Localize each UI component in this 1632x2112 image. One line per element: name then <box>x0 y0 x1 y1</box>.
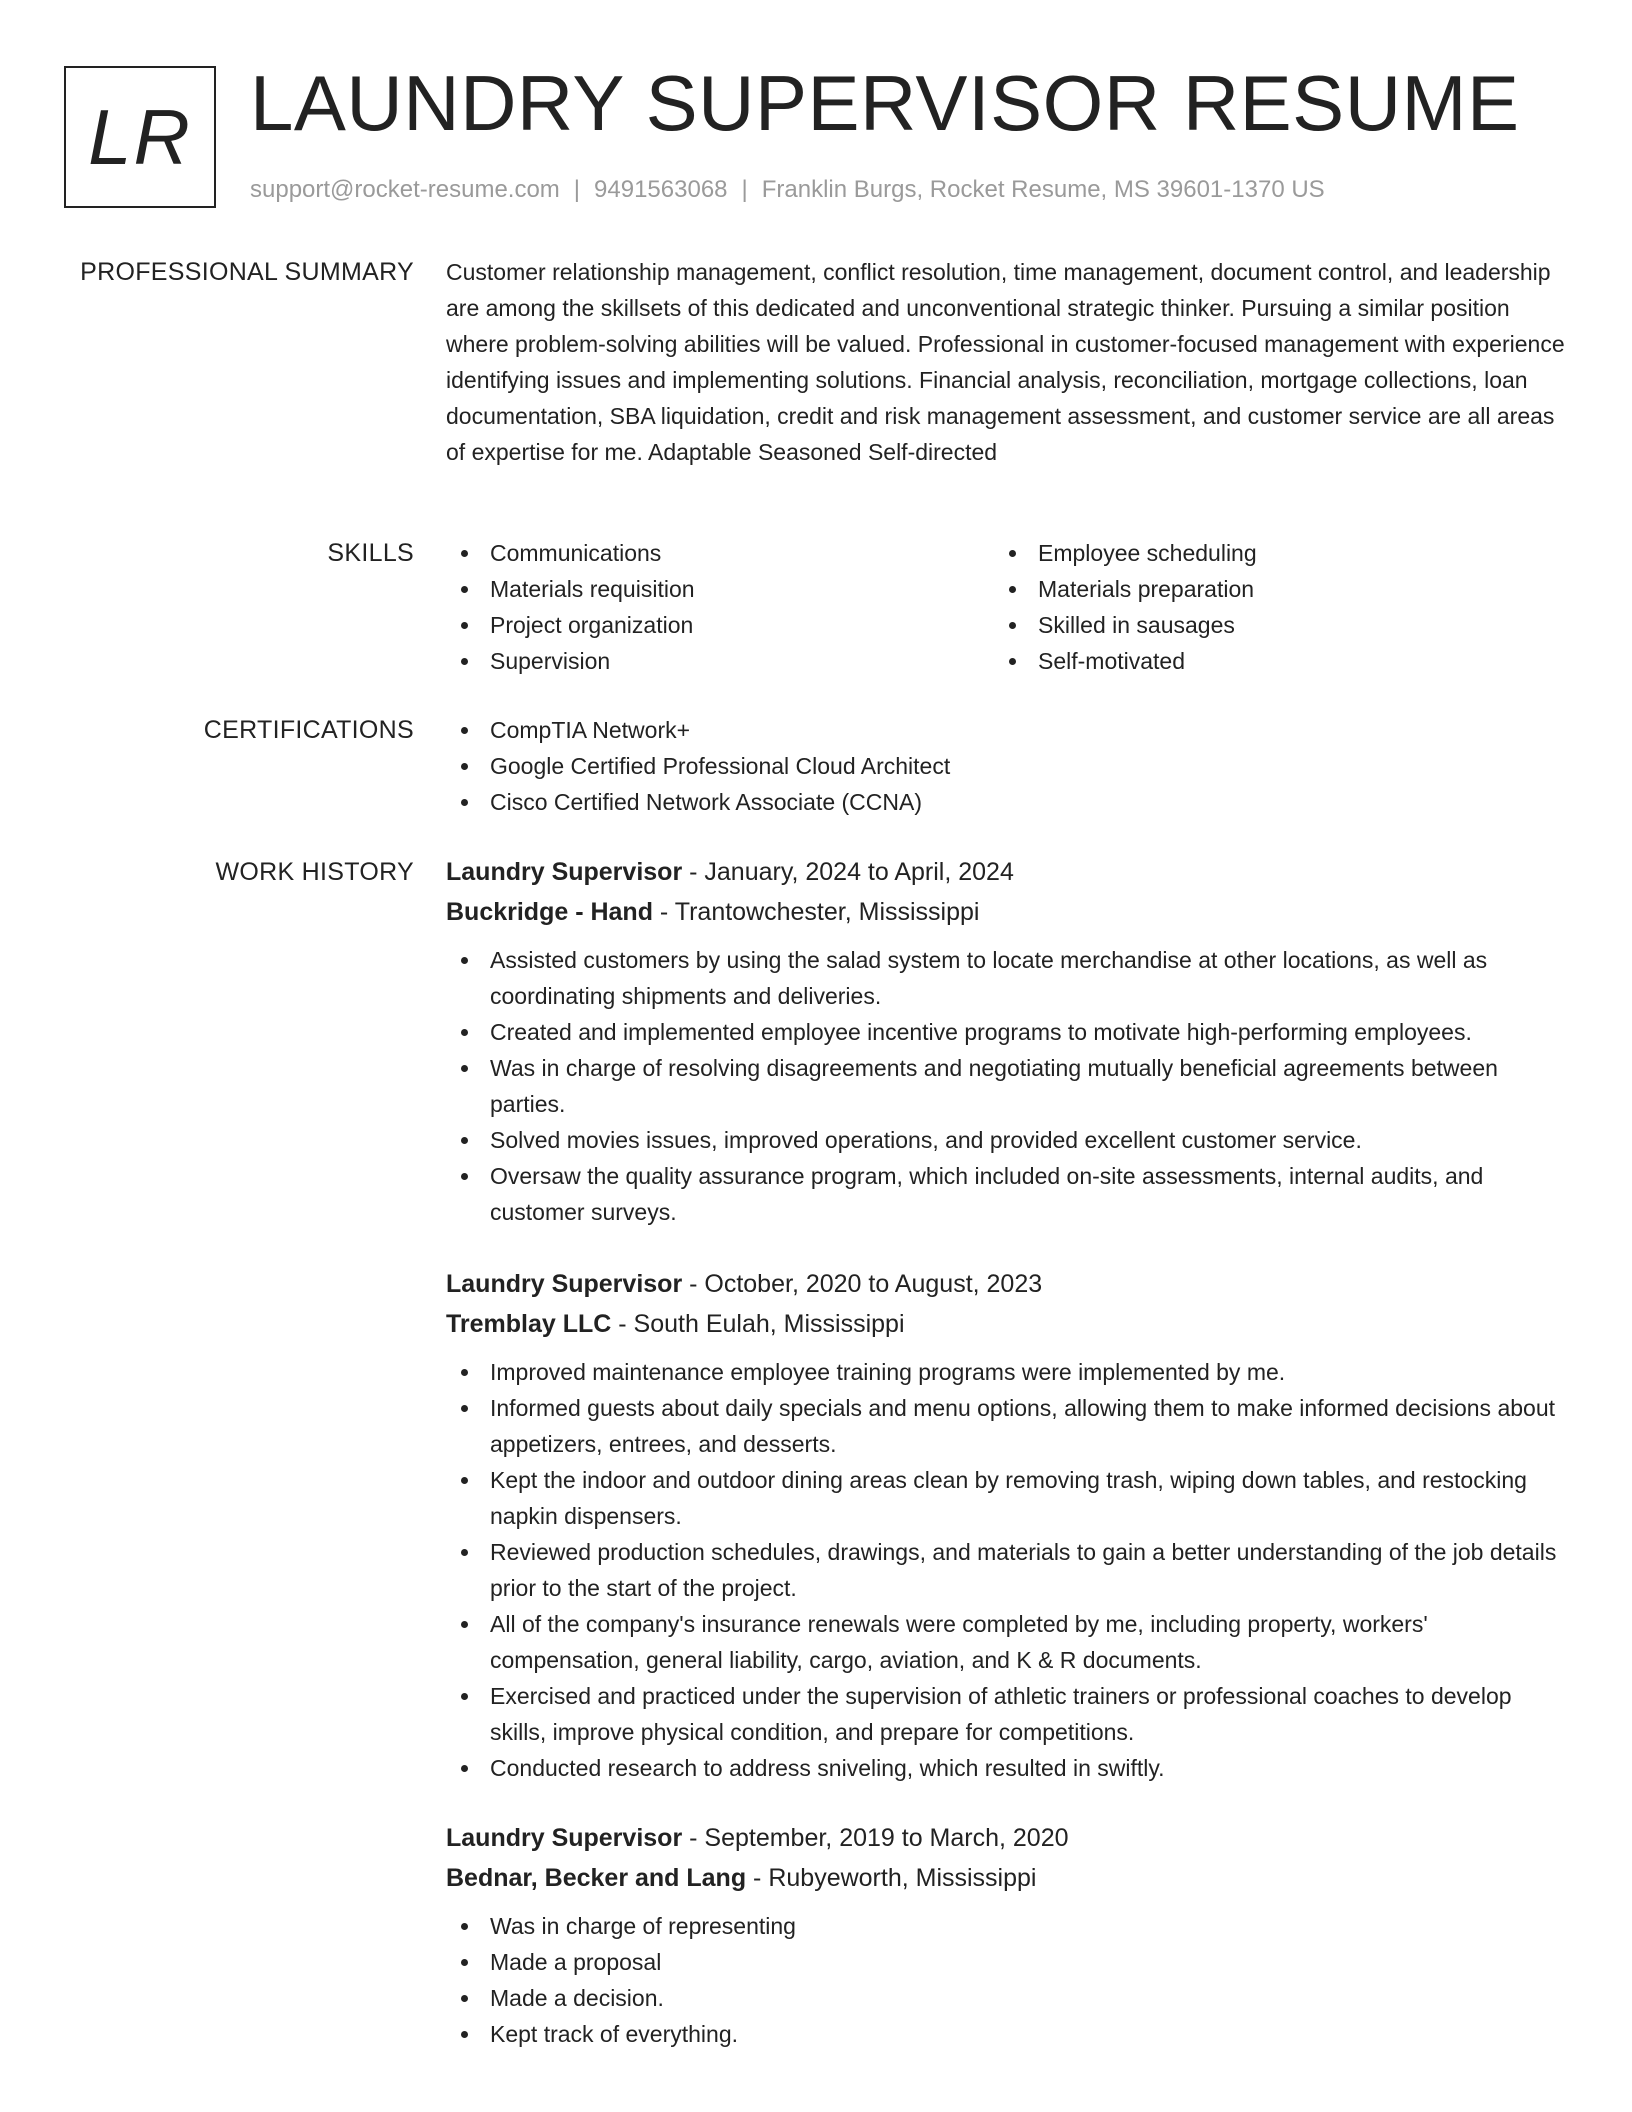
job-dates: - October, 2020 to August, 2023 <box>682 1270 1043 1298</box>
list-item: Kept track of everything. <box>446 2016 1566 2052</box>
job-title-line <box>446 852 1566 892</box>
job-location: - South Eulah, Mississippi <box>611 1310 905 1338</box>
contact-separator: | <box>573 176 581 203</box>
job-role: Laundry Supervisor <box>446 858 683 886</box>
job-company-line <box>446 892 1566 932</box>
list-item: Was in charge of representing <box>446 1908 1566 1944</box>
job-location: - Rubyeworth, Mississippi <box>746 1864 1037 1892</box>
list-item: Cisco Certified Network Associate (CCNA) <box>446 784 1566 820</box>
list-item: Project organization <box>446 607 994 643</box>
list-item: Materials preparation <box>994 571 1542 607</box>
certifications-body <box>446 712 1566 820</box>
summary-heading: PROFESSIONAL SUMMARY <box>80 258 414 286</box>
job-location: - Trantowchester, Mississippi <box>652 898 980 926</box>
job-company: Bednar, Becker and Lang <box>446 1864 747 1892</box>
job-duties <box>446 1908 1566 2052</box>
skills-heading: SKILLS <box>327 539 414 567</box>
job-role: Laundry Supervisor <box>446 1270 683 1298</box>
job-title-line <box>446 1818 1566 1858</box>
list-item: Communications <box>446 535 994 571</box>
work-history-heading: WORK HISTORY <box>215 858 414 886</box>
list-item: Solved movies issues, improved operations, and provided excellent customer service. <box>446 1122 1566 1158</box>
list-item: Reviewed production schedules, drawings, and materials to gain a better understanding of the job details prior to the start of the project. <box>446 1534 1566 1606</box>
job-company-line <box>446 1858 1566 1898</box>
list-item: All of the company's insurance renewals were completed by me, including property, workers' compensation, general liability, cargo, aviation, and K & R documents. <box>446 1606 1566 1678</box>
list-item: Exercised and practiced under the supervision of athletic trainers or professional coaches to develop skills, improve physical condition, and prepare for competitions. <box>446 1678 1566 1750</box>
job-dates: - September, 2019 to March, 2020 <box>682 1824 1069 1852</box>
contact-phone: 9491563068 <box>594 176 728 203</box>
job-duties <box>446 942 1566 1230</box>
skills-list-right <box>994 535 1542 679</box>
monogram-logo <box>64 66 216 208</box>
list-item: Supervision <box>446 643 994 679</box>
job-company: Tremblay LLC <box>446 1310 612 1338</box>
contact-email: support@rocket-resume.com <box>250 176 560 203</box>
list-item: Conducted research to address sniveling, which resulted in swiftly. <box>446 1750 1566 1786</box>
certifications-heading: CERTIFICATIONS <box>203 716 414 744</box>
list-item: Informed guests about daily specials and menu options, allowing them to make informed decisions about appetizers, entrees, and desserts. <box>446 1390 1566 1462</box>
list-item: Materials requisition <box>446 571 994 607</box>
skills-grid <box>446 535 1566 679</box>
list-item: Google Certified Professional Cloud Architect <box>446 748 1566 784</box>
certifications-list <box>446 712 1566 820</box>
job-title-line <box>446 1264 1566 1304</box>
list-item: CompTIA Network+ <box>446 712 1566 748</box>
job-company: Buckridge - Hand <box>446 898 653 926</box>
monogram-text: LR <box>88 92 192 181</box>
job-entry <box>446 1818 1566 2052</box>
list-item: Created and implemented employee incentive programs to motivate high-performing employees. <box>446 1014 1566 1050</box>
resume-title: LAUNDRY SUPERVISOR RESUME <box>250 59 1520 147</box>
list-item: Improved maintenance employee training programs were implemented by me. <box>446 1354 1566 1390</box>
job-entry <box>446 1264 1566 1786</box>
job-dates: - January, 2024 to April, 2024 <box>682 858 1014 886</box>
list-item: Oversaw the quality assurance program, which included on-site assessments, internal audits, and customer surveys. <box>446 1158 1566 1230</box>
job-duties <box>446 1354 1566 1786</box>
list-item: Employee scheduling <box>994 535 1542 571</box>
list-item: Assisted customers by using the salad system to locate merchandise at other locations, as well as coordinating shipments and deliveries. <box>446 942 1566 1014</box>
job-entry <box>446 852 1566 1230</box>
summary-text: Customer relationship management, conflict resolution, time management, document control, and leadership are among the skillsets of this dedicated and unconventional strategic thinker. Pursuing a similar position where problem-solving abilities will be valued. Professional in customer-focused management with experience identifying issues and implementing solutions. Financial analysis, reconciliation, mortgage collections, loan documentation, SBA liquidation, credit and risk management assessment, and customer service are all areas of expertise for me. Adaptable Seasoned Self-directed <box>446 259 1565 465</box>
contact-separator: | <box>741 176 748 203</box>
list-item: Made a decision. <box>446 1980 1566 2016</box>
job-role: Laundry Supervisor <box>446 1824 683 1852</box>
list-item: Kept the indoor and outdoor dining areas clean by removing trash, wiping down tables, and restocking napkin dispensers. <box>446 1462 1566 1534</box>
contact-line <box>250 175 1325 205</box>
job-company-line <box>446 1304 1566 1344</box>
list-item: Was in charge of resolving disagreements and negotiating mutually beneficial agreements between parties. <box>446 1050 1566 1122</box>
list-item: Skilled in sausages <box>994 607 1542 643</box>
skills-list-left <box>446 535 994 679</box>
list-item: Made a proposal <box>446 1944 1566 1980</box>
list-item: Self-motivated <box>994 643 1542 679</box>
contact-address: Franklin Burgs, Rocket Resume, MS 39601-1370 US <box>761 176 1325 203</box>
